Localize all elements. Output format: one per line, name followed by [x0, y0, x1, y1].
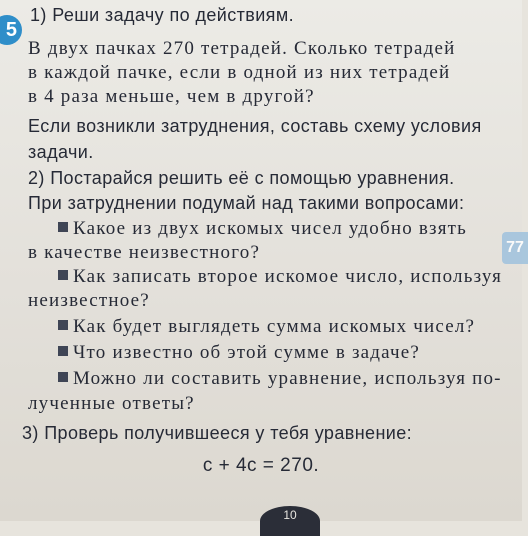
- questions-intro: При затруднении подумай над такими вопросами:: [28, 193, 465, 213]
- question-5: Можно ли составить уравнение, используя по-: [58, 368, 522, 390]
- bullet-icon: [58, 320, 68, 330]
- question-2-cont: неизвестное?: [28, 290, 150, 311]
- step-3-heading: 3) Проверь получившееся у тебя уравнение:: [22, 423, 413, 443]
- bullet-icon: [58, 270, 68, 280]
- question-1: Какое из двух искомых чисел удобно взять: [58, 218, 522, 240]
- bullet-icon: [58, 372, 68, 382]
- question-2: Как записать второе искомое число, используя: [58, 266, 522, 288]
- equation: c + 4c = 270.: [202, 455, 320, 476]
- page-number: 10: [260, 506, 320, 536]
- bullet-icon: [58, 346, 68, 356]
- task-number-badge: 5: [0, 15, 22, 45]
- bullet-icon: [58, 222, 68, 232]
- problem-line-2: в каждой пачке, если в одной из них тетрадей: [28, 62, 451, 83]
- hint-line-2: задачи.: [28, 142, 94, 162]
- hint-line-1: Если возникли затруднения, составь схему условия: [28, 116, 482, 136]
- problem-line-1: В двух пачках 270 тетрадей. Сколько тетрадей: [28, 38, 456, 59]
- step-1-heading: 1) Реши задачу по действиям.: [30, 5, 294, 25]
- question-4: Что известно об этой сумме в задаче?: [58, 342, 522, 364]
- side-page-tab: 77: [502, 232, 528, 264]
- question-5-cont: лученные ответы?: [28, 393, 195, 414]
- question-1-cont: в качестве неизвестного?: [28, 242, 261, 263]
- problem-line-3: в 4 раза меньше, чем в другой?: [28, 86, 315, 107]
- step-2-heading: 2) Постарайся решить её с помощью уравнения.: [28, 168, 455, 188]
- question-3: Как будет выглядеть сумма искомых чисел?: [58, 316, 522, 338]
